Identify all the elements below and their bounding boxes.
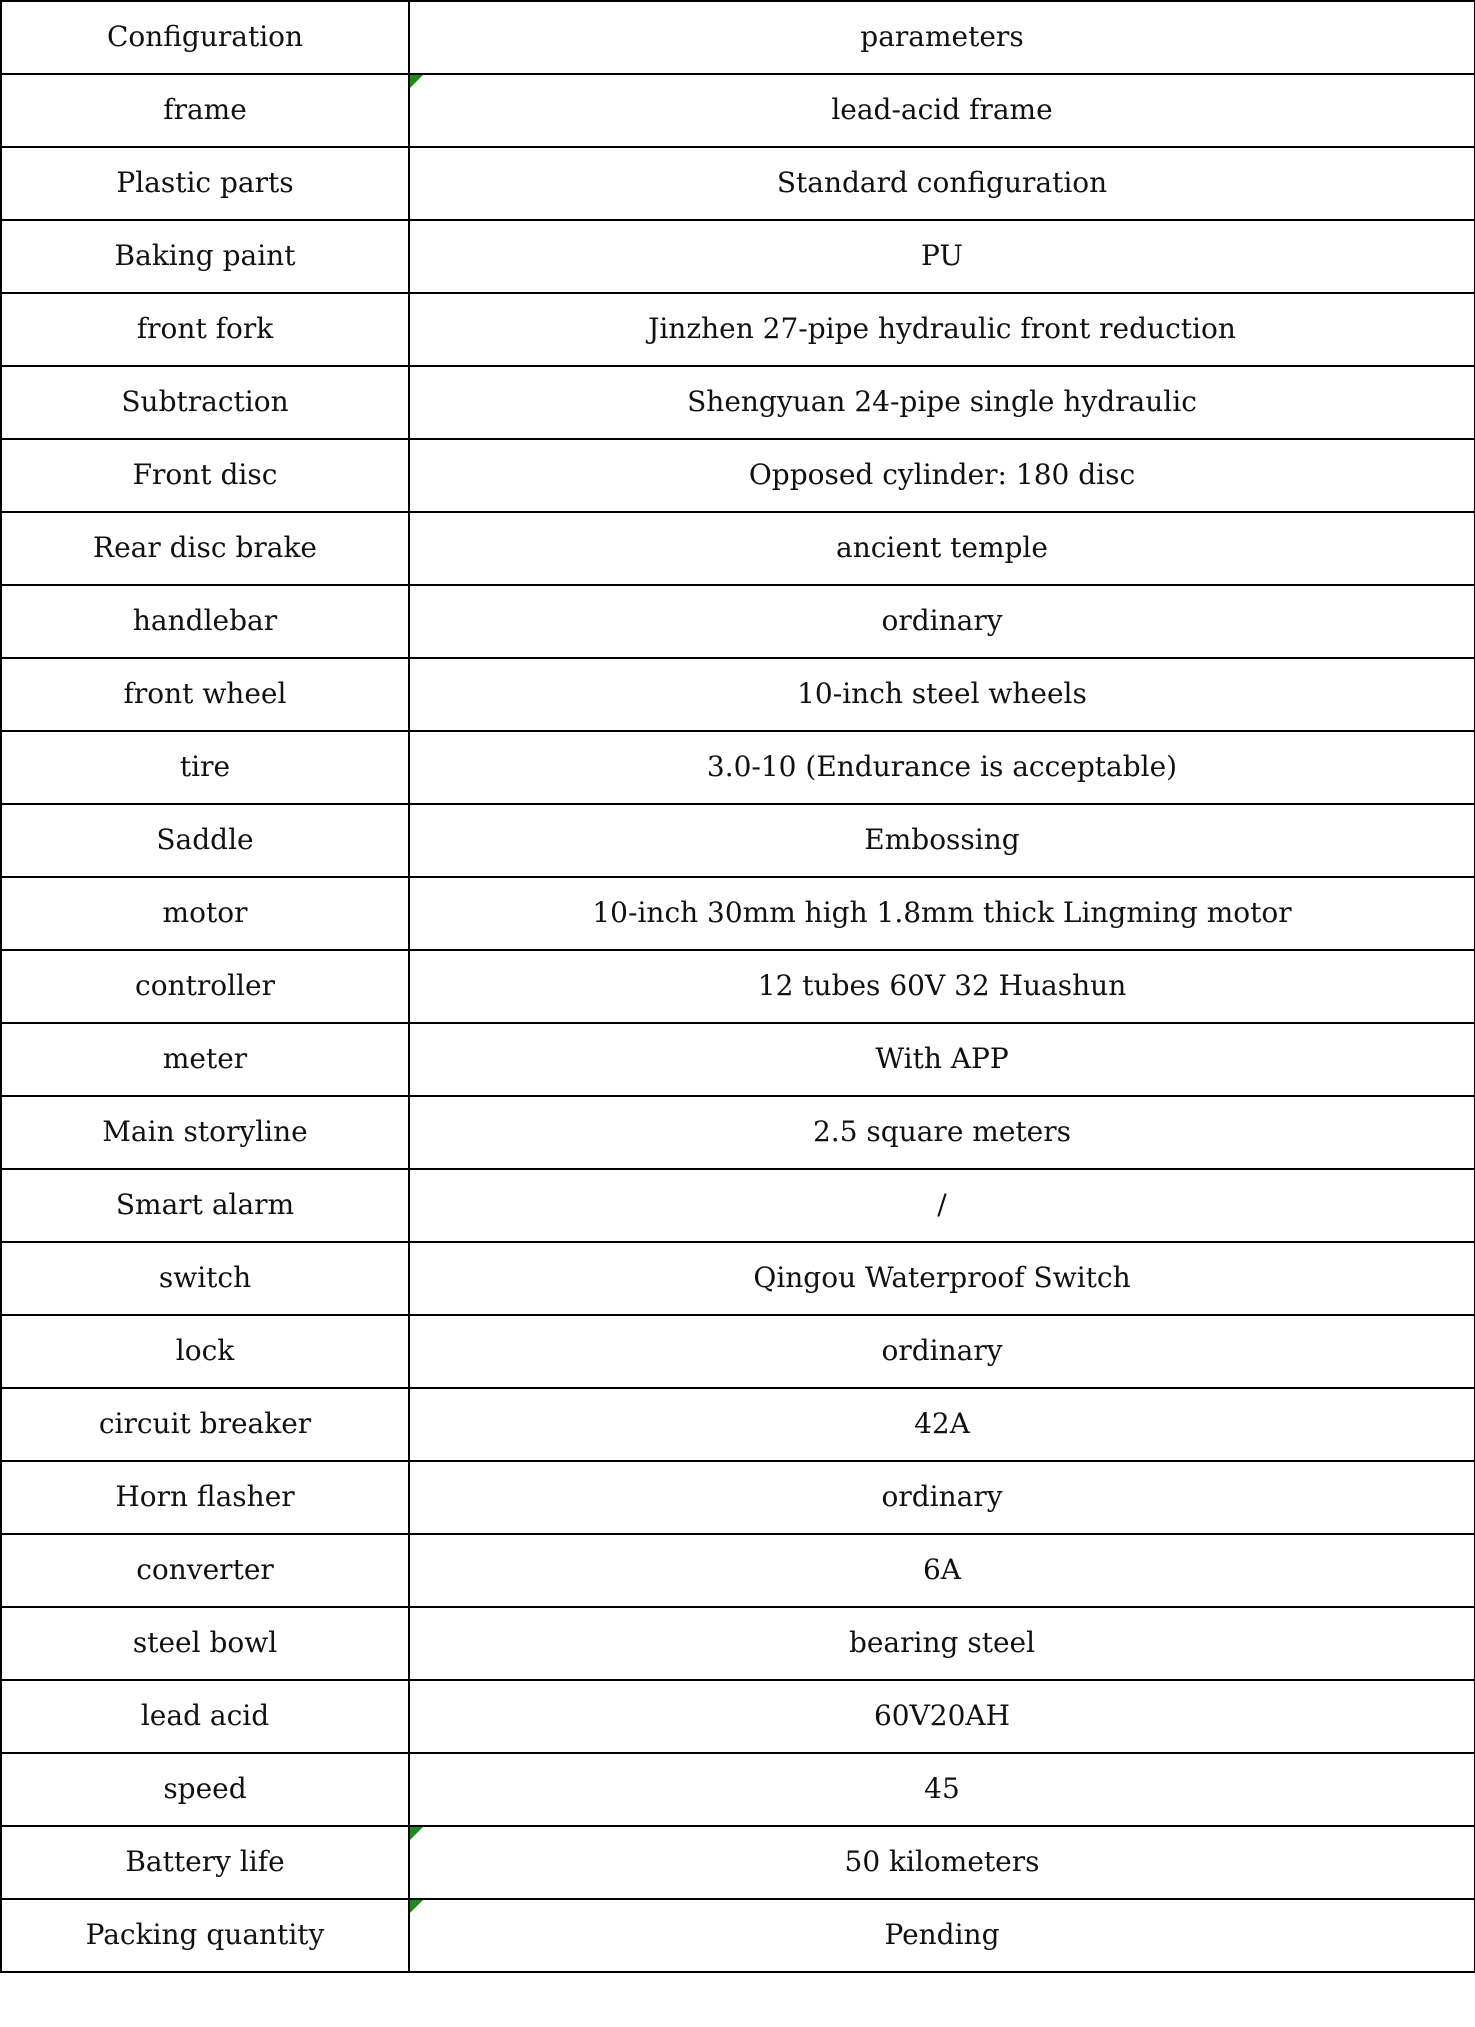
table-row xyxy=(1,439,1475,512)
config-name-cell: controller xyxy=(1,950,409,1023)
parameter-value-text: Standard configuration xyxy=(776,166,1108,200)
comment-indicator-icon xyxy=(410,1900,423,1913)
config-name-cell: Baking paint xyxy=(1,220,409,293)
parameter-value-cell xyxy=(409,877,1475,950)
parameter-value-cell xyxy=(409,585,1475,658)
parameter-value-text: 6A xyxy=(922,1553,962,1587)
parameter-value-text: / xyxy=(937,1188,947,1222)
comment-indicator-icon xyxy=(410,75,423,88)
config-name-cell: Horn flasher xyxy=(1,1461,409,1534)
config-name-cell: lead acid xyxy=(1,1680,409,1753)
config-name-cell: handlebar xyxy=(1,585,409,658)
table-row xyxy=(1,1753,1475,1826)
parameter-value-cell xyxy=(409,1826,1475,1899)
table-header-row xyxy=(1,1,1475,74)
config-name-cell: Main storyline xyxy=(1,1096,409,1169)
parameter-value-text: 3.0-10 (Endurance is acceptable) xyxy=(706,750,1178,784)
parameter-value-cell xyxy=(409,731,1475,804)
parameter-value-cell xyxy=(409,74,1475,147)
config-name-cell: Packing quantity xyxy=(1,1899,409,1972)
table-row xyxy=(1,1461,1475,1534)
parameter-value-text: Pending xyxy=(884,1918,1000,1952)
config-name-cell: Plastic parts xyxy=(1,147,409,220)
comment-indicator-icon xyxy=(410,1827,423,1840)
parameter-value-text: 12 tubes 60V 32 Huashun xyxy=(757,969,1127,1003)
parameter-value-text: Shengyuan 24-pipe single hydraulic xyxy=(687,385,1197,419)
table-row xyxy=(1,950,1475,1023)
parameter-value-text: Qingou Waterproof Switch xyxy=(753,1261,1131,1295)
parameter-value-cell xyxy=(409,439,1475,512)
parameter-value-text: Opposed cylinder: 180 disc xyxy=(748,458,1136,492)
parameter-value-cell xyxy=(409,220,1475,293)
config-name-cell: circuit breaker xyxy=(1,1388,409,1461)
parameter-value-cell xyxy=(409,1607,1475,1680)
parameter-value-cell xyxy=(409,1242,1475,1315)
parameter-value-cell xyxy=(409,366,1475,439)
table-row xyxy=(1,1899,1475,1972)
table-row xyxy=(1,220,1475,293)
header-parameters: parameters xyxy=(409,1,1475,74)
parameter-value-cell xyxy=(409,1169,1475,1242)
config-name-cell: Subtraction xyxy=(1,366,409,439)
header-configuration: Configuration xyxy=(1,1,409,74)
table-row xyxy=(1,1023,1475,1096)
parameter-value-text: bearing steel xyxy=(848,1626,1036,1660)
table-row xyxy=(1,1242,1475,1315)
parameter-value-text: 60V20AH xyxy=(873,1699,1011,1733)
parameter-value-text: ordinary xyxy=(881,1334,1003,1368)
parameter-value-cell xyxy=(409,147,1475,220)
parameter-value-cell xyxy=(409,658,1475,731)
parameter-value-cell xyxy=(409,1461,1475,1534)
table-row xyxy=(1,1680,1475,1753)
config-name-cell: steel bowl xyxy=(1,1607,409,1680)
parameter-value-cell xyxy=(409,512,1475,585)
config-name-cell: front wheel xyxy=(1,658,409,731)
parameter-value-cell xyxy=(409,1023,1475,1096)
parameter-value-cell xyxy=(409,1753,1475,1826)
table-row xyxy=(1,877,1475,950)
parameter-value-text: 45 xyxy=(924,1772,960,1806)
table-row xyxy=(1,74,1475,147)
parameter-value-text: 10-inch steel wheels xyxy=(797,677,1087,711)
parameter-value-cell xyxy=(409,950,1475,1023)
parameter-value-cell xyxy=(409,1096,1475,1169)
table-row xyxy=(1,366,1475,439)
parameter-value-cell xyxy=(409,1315,1475,1388)
parameter-value-text: 42A xyxy=(914,1407,970,1441)
config-name-cell: tire xyxy=(1,731,409,804)
config-name-cell: Smart alarm xyxy=(1,1169,409,1242)
config-name-cell: converter xyxy=(1,1534,409,1607)
config-name-cell: frame xyxy=(1,74,409,147)
table-row xyxy=(1,1169,1475,1242)
table-row xyxy=(1,1607,1475,1680)
config-name-cell: motor xyxy=(1,877,409,950)
table-row xyxy=(1,1826,1475,1899)
config-name-cell: front fork xyxy=(1,293,409,366)
parameter-value-cell xyxy=(409,1534,1475,1607)
table-row xyxy=(1,1388,1475,1461)
table-row xyxy=(1,585,1475,658)
table-row xyxy=(1,1315,1475,1388)
config-name-cell: lock xyxy=(1,1315,409,1388)
table-row xyxy=(1,804,1475,877)
parameter-value-text: 2.5 square meters xyxy=(812,1115,1071,1149)
parameter-value-cell xyxy=(409,1388,1475,1461)
parameter-value-cell xyxy=(409,293,1475,366)
table-row xyxy=(1,1096,1475,1169)
table-row xyxy=(1,731,1475,804)
parameter-value-cell xyxy=(409,804,1475,877)
table-body xyxy=(1,74,1475,1972)
table-row xyxy=(1,1534,1475,1607)
parameter-value-text: With APP xyxy=(875,1042,1009,1076)
config-name-cell: meter xyxy=(1,1023,409,1096)
config-name-cell: Rear disc brake xyxy=(1,512,409,585)
parameter-value-text: lead-acid frame xyxy=(831,93,1053,127)
parameter-value-text: 50 kilometers xyxy=(844,1845,1040,1879)
table-row xyxy=(1,512,1475,585)
table-row xyxy=(1,147,1475,220)
config-name-cell: speed xyxy=(1,1753,409,1826)
parameter-value-text: 10-inch 30mm high 1.8mm thick Lingming motor xyxy=(592,896,1292,930)
parameter-value-cell xyxy=(409,1899,1475,1972)
config-name-cell: Front disc xyxy=(1,439,409,512)
config-name-cell: switch xyxy=(1,1242,409,1315)
parameter-value-text: Jinzhen 27-pipe hydraulic front reduction xyxy=(648,312,1236,346)
parameter-value-text: ancient temple xyxy=(836,531,1048,565)
parameter-value-cell xyxy=(409,1680,1475,1753)
table-row xyxy=(1,293,1475,366)
config-name-cell: Saddle xyxy=(1,804,409,877)
parameter-value-text: ordinary xyxy=(881,1480,1003,1514)
config-name-cell: Battery life xyxy=(1,1826,409,1899)
table-row xyxy=(1,658,1475,731)
parameter-value-text: ordinary xyxy=(881,604,1003,638)
parameter-value-text: Embossing xyxy=(864,823,1020,857)
parameter-value-text: PU xyxy=(921,239,963,273)
